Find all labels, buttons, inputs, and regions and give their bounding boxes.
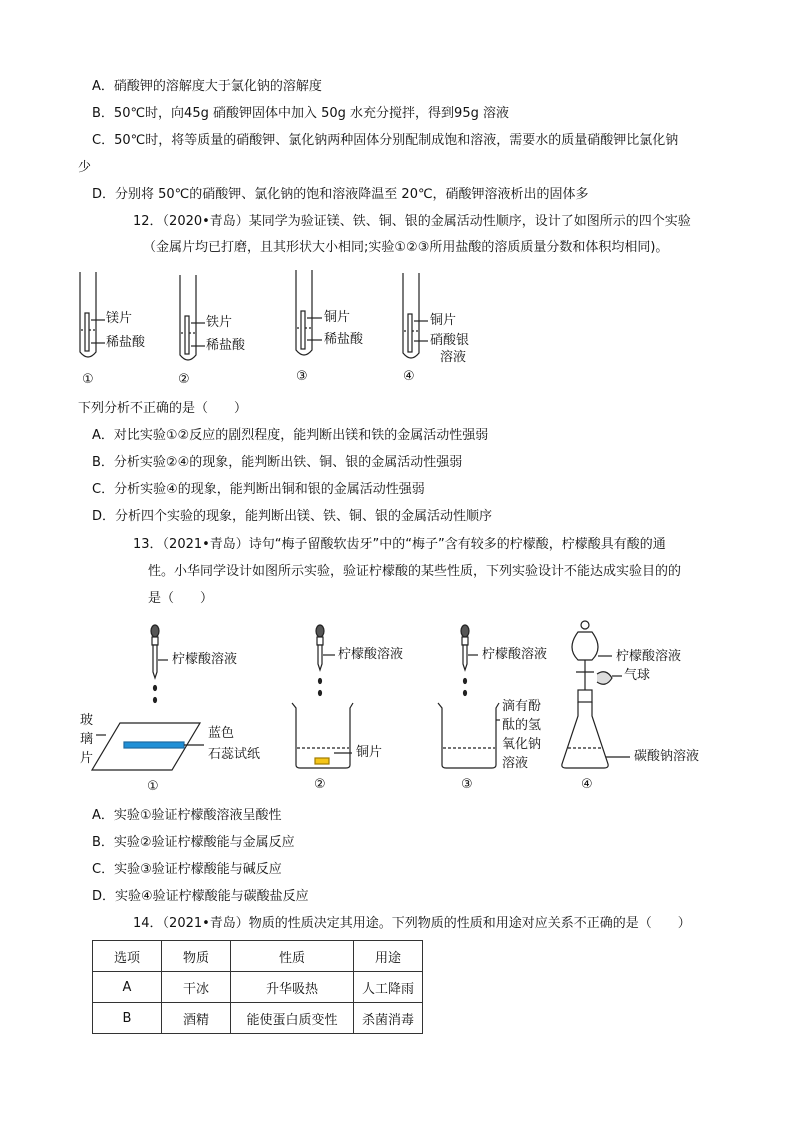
q11-option-d: D．分别将 50℃的硝酸钾、氯化钠的饱和溶液降温至 20℃，硝酸钾溶液析出的固体多 <box>92 187 589 202</box>
dropper-1 <box>151 625 168 678</box>
fig3-number: ③ <box>461 777 473 792</box>
q11-option-b: B．50℃时，向45g 硝酸钾固体中加入 50g 水充分搅拌，得到95g 溶液 <box>92 106 509 121</box>
tube4-number: ④ <box>403 369 415 384</box>
q13-option-c: C．实验③验证柠檬酸能与碱反应 <box>92 862 282 877</box>
dropper-2 <box>316 625 335 670</box>
q14-table <box>92 940 423 1034</box>
beaker-3 <box>438 703 499 768</box>
blue-litmus-paper <box>124 742 184 748</box>
q13-option-a: A．实验①验证柠檬酸溶液呈酸性 <box>92 808 282 823</box>
tube1-liquid-label: 稀盐酸 <box>106 335 146 350</box>
header-option: 选项 <box>93 941 162 972</box>
cell-option: B <box>93 1003 162 1034</box>
tube4-liquid-label-cont: 溶液 <box>440 350 467 365</box>
glass-label-char1: 玻 <box>80 713 94 728</box>
balloon <box>597 672 612 685</box>
tube4-metal-label: 铜片 <box>430 313 457 328</box>
stopper <box>578 690 592 702</box>
phenolphthalein-label-4: 溶液 <box>502 756 529 771</box>
q12-option-b: B．分析实验②④的现象，能判断出铁、铜、银的金属活动性强弱 <box>92 455 463 470</box>
phenolphthalein-label-2: 酞的氢 <box>502 718 542 733</box>
q12-stem-cont: （金属片均已打磨，且其形状大小相同;实验①②③所用盐酸的溶质质量分数和体积均相同)。 <box>143 240 669 255</box>
conical-flask <box>562 702 608 768</box>
cell-property: 升华吸热 <box>231 972 354 1003</box>
q13-stem-cont: 性。小华同学设计如图所示实验，验证柠檬酸的某些性质，下列实验设计不能达成实验目的的 <box>148 564 682 579</box>
q11-option-a: A．硝酸钾的溶解度大于氯化钠的溶解度 <box>92 79 322 94</box>
litmus-label-line1: 蓝色 <box>208 726 235 741</box>
phenolphthalein-label-3: 氧化钠 <box>502 737 542 752</box>
q14-stem: 14．（2021•青岛）物质的性质决定其用途。下列物质的性质和用途对应关系不正确的是（ ） <box>133 916 691 931</box>
balloon-label: 气球 <box>624 668 651 683</box>
glass-label-char3: 片 <box>80 751 94 766</box>
tube3-metal-label: 铜片 <box>324 310 351 325</box>
tube1-number: ① <box>82 372 94 387</box>
q13-option-b: B．实验②验证柠檬酸能与金属反应 <box>92 835 295 850</box>
cell-use: 杀菌消毒 <box>354 1003 423 1034</box>
q12-option-a: A．对比实验①②反应的剧烈程度，能判断出镁和铁的金属活动性强弱 <box>92 428 489 443</box>
tube2-number: ② <box>178 372 190 387</box>
q13-option-d: D．实验④验证柠檬酸能与碳酸盐反应 <box>92 889 309 904</box>
fig2-number: ② <box>314 777 326 792</box>
header-use: 用途 <box>354 941 423 972</box>
table-row <box>93 1003 423 1034</box>
tube1-metal-label: 镁片 <box>106 311 133 326</box>
q12-question: 下列分析不正确的是（ ） <box>78 401 248 416</box>
q12-stem: 12．（2020•青岛）某同学为验证镁、铁、铜、银的金属活动性顺序，设计了如图所示的四个实验 <box>133 214 691 229</box>
tube2-metal-label: 铁片 <box>206 315 233 330</box>
q12-option-d: D．分析四个实验的现象，能判断出镁、铁、铜、银的金属活动性顺序 <box>92 509 493 524</box>
table-header-row <box>93 941 423 972</box>
q11-option-c-cont: 少 <box>78 160 92 175</box>
tube3-liquid-label: 稀盐酸 <box>324 332 364 347</box>
fig1-number: ① <box>147 779 159 794</box>
q11-option-c: C．50℃时，将等质量的硝酸钾、氯化钠两种固体分别配制成饱和溶液，需要水的质量硝酸钾比氯化钠 <box>92 133 679 148</box>
tube2-liquid-label: 稀盐酸 <box>206 338 246 353</box>
cell-substance: 酒精 <box>162 1003 231 1034</box>
header-substance: 物质 <box>162 941 231 972</box>
cell-use: 人工降雨 <box>354 972 423 1003</box>
cell-option: A <box>93 972 162 1003</box>
fig4-number: ④ <box>581 777 593 792</box>
copper-label: 铜片 <box>356 745 383 760</box>
table-row <box>93 972 423 1003</box>
q13-stem: 13．（2021•青岛）诗句“梅子留酸软齿牙”中的“梅子”含有较多的柠檬酸，柠檬酸具有酸的通 <box>133 537 666 552</box>
cell-substance: 干冰 <box>162 972 231 1003</box>
q13-stem-cont2: 是（ ） <box>148 591 214 606</box>
dropper-3 <box>461 625 478 670</box>
dropper2-label: 柠檬酸溶液 <box>338 647 404 662</box>
glass-label-char2: 璃 <box>80 732 94 747</box>
cell-property: 能使蛋白质变性 <box>231 1003 354 1034</box>
tube4-liquid-label: 硝酸银 <box>430 333 470 348</box>
sodium-carbonate-label: 碳酸钠溶液 <box>634 749 700 764</box>
dropper3-label: 柠檬酸溶液 <box>482 647 548 662</box>
litmus-label-line2: 石蕊试纸 <box>208 747 261 762</box>
copper-piece <box>315 758 329 764</box>
dropper1-label: 柠檬酸溶液 <box>172 652 238 667</box>
dropper4-label: 柠檬酸溶液 <box>616 649 682 664</box>
q12-option-c: C．分析实验④的现象，能判断出铜和银的金属活动性强弱 <box>92 482 425 497</box>
tube3-number: ③ <box>296 369 308 384</box>
phenolphthalein-label-1: 滴有酚 <box>502 699 542 714</box>
header-property: 性质 <box>231 941 354 972</box>
